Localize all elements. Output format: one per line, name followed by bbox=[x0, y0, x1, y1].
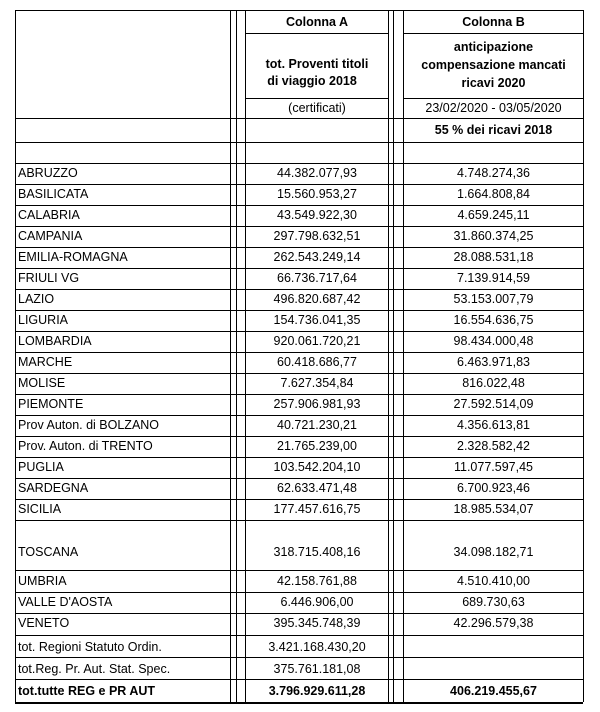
grid-line bbox=[15, 205, 583, 206]
grid-line bbox=[15, 613, 583, 614]
grid-line bbox=[15, 457, 583, 458]
grid-line bbox=[15, 570, 583, 571]
region-name: TOSCANA bbox=[18, 545, 79, 559]
col-b-value: 18.985.534,07 bbox=[453, 502, 534, 516]
col-a-description-line1: tot. Proventi titoli bbox=[265, 57, 369, 71]
grid-line bbox=[15, 394, 583, 395]
grid-line bbox=[15, 657, 583, 658]
col-a-value: 66.736.717,64 bbox=[277, 271, 357, 285]
col-b-value: 4.356.613,81 bbox=[457, 418, 530, 432]
grid-line bbox=[230, 10, 231, 702]
col-b-value: 7.139.914,59 bbox=[457, 271, 530, 285]
col-a-value: 6.446.906,00 bbox=[280, 595, 354, 609]
region-name: LIGURIA bbox=[18, 313, 69, 327]
region-name: Prov. Auton. di TRENTO bbox=[18, 439, 153, 453]
region-name: MARCHE bbox=[18, 355, 73, 369]
grid-line bbox=[15, 142, 583, 143]
col-b-value: 34.098.182,71 bbox=[453, 545, 534, 559]
region-name: EMILIA-ROMAGNA bbox=[18, 250, 128, 264]
grid-line bbox=[15, 415, 583, 416]
region-name: CAMPANIA bbox=[18, 229, 83, 243]
region-name: CALABRIA bbox=[18, 208, 80, 222]
col-b-value: 816.022,48 bbox=[462, 376, 525, 390]
grid-line bbox=[403, 98, 583, 99]
grid-line bbox=[15, 352, 583, 353]
col-b-value: 4.659.245,11 bbox=[457, 208, 530, 222]
region-name: LAZIO bbox=[18, 292, 55, 306]
col-a-description-line2: di viaggio 2018 bbox=[267, 74, 357, 88]
grid-line bbox=[15, 268, 583, 269]
col-b-description-line2: compensazione mancati bbox=[421, 58, 566, 72]
grid-line bbox=[15, 184, 583, 185]
col-b-value: 4.748.274,36 bbox=[457, 166, 530, 180]
grid-line bbox=[393, 10, 394, 702]
region-name: SICILIA bbox=[18, 502, 62, 516]
col-a-value: 257.906.981,93 bbox=[273, 397, 361, 411]
col-a-value: 42.158.761,88 bbox=[277, 574, 357, 588]
grid-line bbox=[245, 98, 388, 99]
col-b-percent: 55 % dei ricavi 2018 bbox=[434, 123, 553, 137]
grid-line bbox=[245, 33, 388, 34]
grid-line bbox=[403, 10, 404, 702]
grid-line bbox=[245, 10, 246, 702]
grid-line bbox=[15, 702, 583, 704]
region-name: UMBRIA bbox=[18, 574, 67, 588]
col-a-title: Colonna A bbox=[285, 15, 349, 29]
total-special-label: tot.Reg. Pr. Aut. Stat. Spec. bbox=[18, 662, 171, 676]
region-name: BASILICATA bbox=[18, 187, 89, 201]
col-b-value: 98.434.000,48 bbox=[453, 334, 534, 348]
total-all-col-b: 406.219.455,67 bbox=[450, 684, 537, 698]
grid-line bbox=[15, 310, 583, 311]
grid-line bbox=[15, 478, 583, 479]
region-name: ABRUZZO bbox=[18, 166, 78, 180]
grid-line bbox=[15, 163, 583, 164]
col-b-value: 689.730,63 bbox=[462, 595, 525, 609]
col-a-note: (certificati) bbox=[288, 101, 346, 115]
col-b-value: 27.592.514,09 bbox=[453, 397, 534, 411]
grid-line bbox=[15, 10, 583, 11]
col-b-value: 6.463.971,83 bbox=[457, 355, 530, 369]
grid-line bbox=[388, 10, 389, 702]
region-name: VALLE D'AOSTA bbox=[18, 595, 113, 609]
grid-line bbox=[15, 499, 583, 500]
grid-line bbox=[583, 10, 584, 702]
grid-line bbox=[15, 331, 583, 332]
grid-line bbox=[15, 635, 583, 636]
grid-line bbox=[15, 520, 583, 521]
grid-line bbox=[15, 373, 583, 374]
col-a-value: 7.627.354,84 bbox=[280, 376, 354, 390]
region-name: LOMBARDIA bbox=[18, 334, 92, 348]
region-name: MOLISE bbox=[18, 376, 66, 390]
grid-line bbox=[15, 679, 583, 680]
region-name: Prov Auton. di BOLZANO bbox=[18, 418, 160, 432]
col-b-value: 2.328.582,42 bbox=[457, 439, 530, 453]
col-a-value: 44.382.077,93 bbox=[277, 166, 357, 180]
col-a-value: 262.543.249,14 bbox=[273, 250, 361, 264]
col-b-value: 28.088.531,18 bbox=[453, 250, 534, 264]
col-a-value: 318.715.408,16 bbox=[273, 545, 361, 559]
region-name: PIEMONTE bbox=[18, 397, 84, 411]
col-a-value: 43.549.922,30 bbox=[277, 208, 357, 222]
col-b-value: 53.153.007,79 bbox=[453, 292, 534, 306]
col-b-value: 31.860.374,25 bbox=[453, 229, 534, 243]
col-a-value: 395.345.748,39 bbox=[273, 616, 361, 630]
col-a-value: 60.418.686,77 bbox=[277, 355, 357, 369]
col-a-value: 21.765.239,00 bbox=[277, 439, 357, 453]
grid-line bbox=[15, 247, 583, 248]
total-ordinary-col-a: 3.421.168.430,20 bbox=[268, 640, 366, 654]
grid-line bbox=[236, 10, 237, 702]
col-a-value: 496.820.687,42 bbox=[273, 292, 361, 306]
col-a-value: 103.542.204,10 bbox=[273, 460, 361, 474]
col-a-value: 297.798.632,51 bbox=[273, 229, 361, 243]
region-name: PUGLIA bbox=[18, 460, 64, 474]
col-b-value: 4.510.410,00 bbox=[457, 574, 530, 588]
region-name: FRIULI VG bbox=[18, 271, 80, 285]
grid-line bbox=[15, 436, 583, 437]
col-b-value: 1.664.808,84 bbox=[457, 187, 530, 201]
col-b-description-line3: ricavi 2020 bbox=[461, 76, 526, 90]
grid-line bbox=[15, 592, 583, 593]
total-all-col-a: 3.796.929.611,28 bbox=[268, 684, 366, 698]
col-b-value: 6.700.923,46 bbox=[457, 481, 530, 495]
total-all-label: tot.tutte REG e PR AUT bbox=[18, 684, 156, 698]
col-a-value: 40.721.230,21 bbox=[277, 418, 357, 432]
col-b-description-line1: anticipazione bbox=[453, 40, 534, 54]
col-b-title: Colonna B bbox=[462, 15, 525, 29]
col-a-value: 15.560.953,27 bbox=[277, 187, 357, 201]
total-special-col-a: 375.761.181,08 bbox=[273, 662, 361, 676]
grid-line bbox=[403, 33, 583, 34]
total-ordinary-label: tot. Regioni Statuto Ordin. bbox=[18, 640, 162, 654]
grid-line bbox=[15, 118, 583, 119]
grid-line bbox=[15, 226, 583, 227]
region-name: SARDEGNA bbox=[18, 481, 89, 495]
grid-line bbox=[15, 289, 583, 290]
col-b-value: 11.077.597,45 bbox=[453, 460, 533, 474]
col-a-value: 154.736.041,35 bbox=[273, 313, 361, 327]
col-a-value: 177.457.616,75 bbox=[273, 502, 361, 516]
col-b-value: 16.554.636,75 bbox=[453, 313, 534, 327]
region-name: VENETO bbox=[18, 616, 70, 630]
col-a-value: 920.061.720,21 bbox=[273, 334, 361, 348]
col-b-value: 42.296.579,38 bbox=[453, 616, 534, 630]
col-b-period: 23/02/2020 - 03/05/2020 bbox=[425, 101, 562, 115]
col-a-value: 62.633.471,48 bbox=[277, 481, 357, 495]
